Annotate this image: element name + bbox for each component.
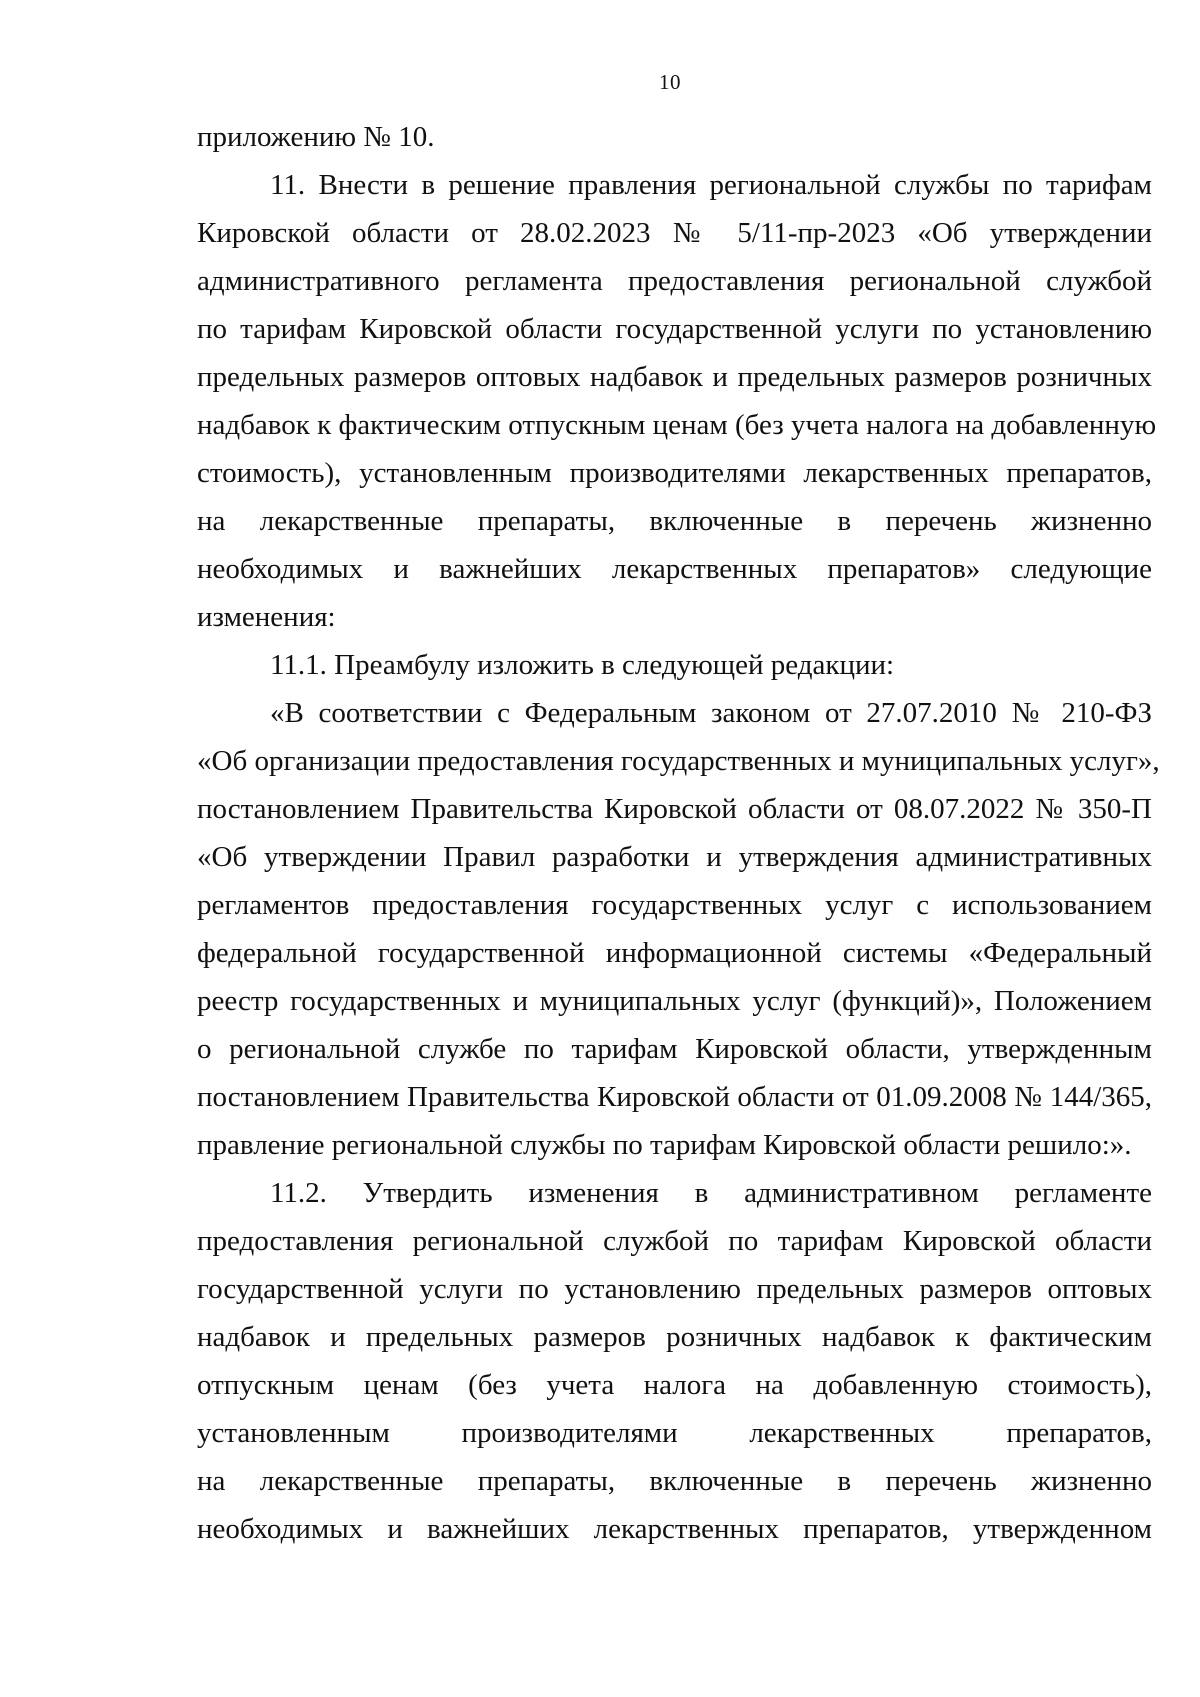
text-line: постановлением Правительства Кировской области от 01.09.2008 № 144/365, <box>197 1081 1152 1113</box>
text-line: на лекарственные препараты, включенные в перечень жизненно <box>197 505 1152 537</box>
page-number: 10 <box>659 70 681 94</box>
text-line: регламентов предоставления государственных услуг с использованием <box>197 889 1152 921</box>
text-line: установленным производителями лекарственных препаратов, <box>197 1417 1152 1449</box>
text-line: отпускным ценам (без учета налога на добавленную стоимость), <box>197 1369 1152 1401</box>
text-line: «Об организации предоставления государственных и муниципальных услуг», <box>197 745 1160 777</box>
text-line: федеральной государственной информационной системы «Федеральный <box>197 937 1152 969</box>
text-line: «Об утверждении Правил разработки и утверждения административных <box>197 841 1152 873</box>
text-line: предельных размеров оптовых надбавок и предельных размеров розничных <box>197 361 1152 393</box>
text-line: правление региональной службы по тарифам Кировской области решило:». <box>197 1129 1132 1161</box>
text-line: постановлением Правительства Кировской области от 08.07.2022 № 350-П <box>197 793 1152 825</box>
paragraph-11-1-heading: 11.1. Преамбулу изложить в следующей редакции: <box>270 649 895 681</box>
text-line: приложению № 10. <box>197 121 435 153</box>
text-line: реестр государственных и муниципальных услуг (функций)», Положением <box>197 985 1152 1017</box>
paragraph-11-2-heading: 11.2. Утвердить изменения в административном регламенте <box>270 1177 1152 1209</box>
text-line: о региональной службе по тарифам Кировской области, утвержденным <box>197 1033 1152 1065</box>
text-line: административного регламента предоставления региональной службой <box>197 265 1152 297</box>
text-line: на лекарственные препараты, включенные в перечень жизненно <box>197 1465 1152 1497</box>
text-line: «В соответствии с Федеральным законом от 27.07.2010 № 210-ФЗ <box>270 697 1152 729</box>
paragraph-11-heading: 11. Внести в решение правления региональной службы по тарифам <box>270 169 1152 201</box>
text-line: предоставления региональной службой по тарифам Кировской области <box>197 1225 1152 1257</box>
text-line: надбавок к фактическим отпускным ценам (без учета налога на добавленную <box>197 409 1157 441</box>
text-line: стоимость), установленным производителями лекарственных препаратов, <box>197 457 1152 489</box>
text-line: необходимых и важнейших лекарственных препаратов» следующие <box>197 553 1152 585</box>
text-line: по тарифам Кировской области государственной услуги по установлению <box>197 313 1152 345</box>
text-line: государственной услуги по установлению предельных размеров оптовых <box>197 1273 1152 1305</box>
text-line: Кировской области от 28.02.2023 № 5/11-пр-2023 «Об утверждении <box>197 217 1152 249</box>
text-line: изменения: <box>197 601 336 633</box>
text-line: необходимых и важнейших лекарственных препаратов, утвержденном <box>197 1513 1152 1545</box>
text-line: надбавок и предельных размеров розничных надбавок к фактическим <box>197 1321 1152 1353</box>
